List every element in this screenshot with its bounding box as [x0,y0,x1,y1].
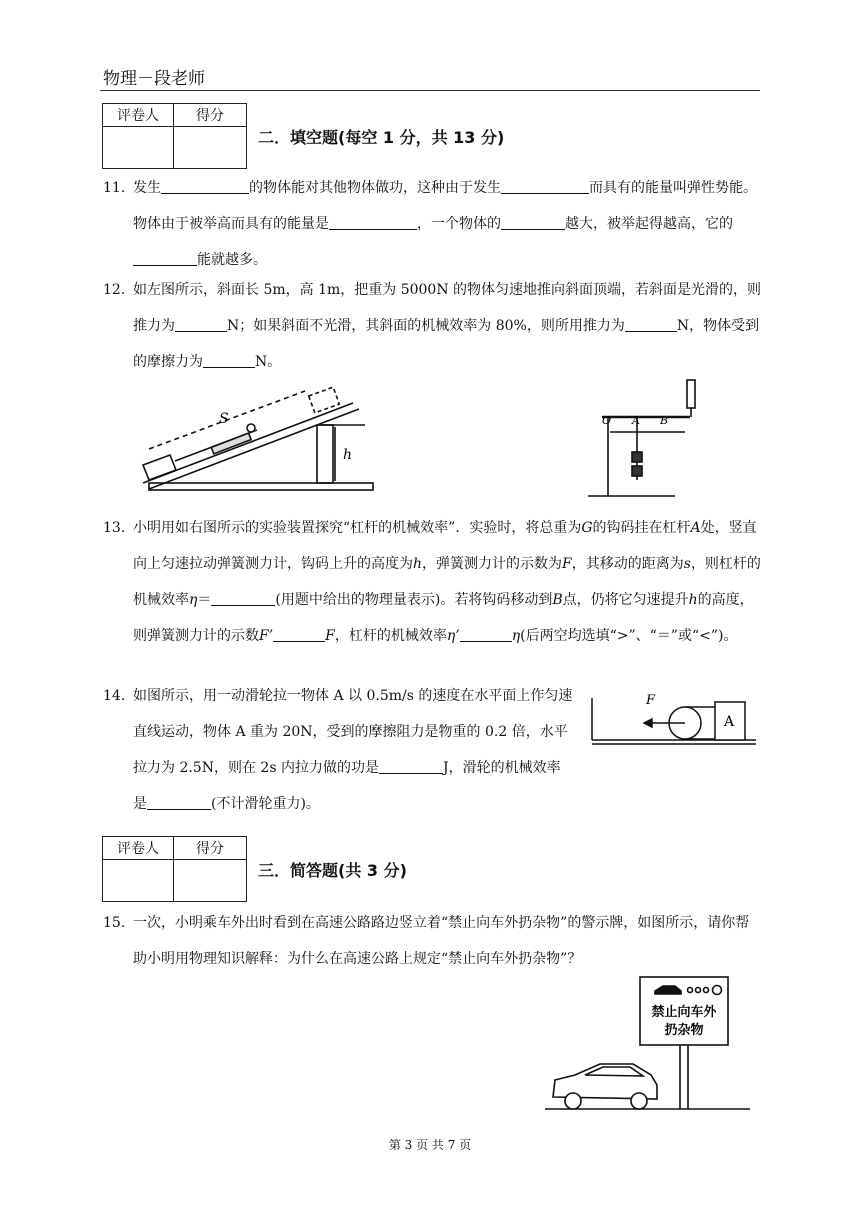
question-text: 的高度，则弹簧测力计的示数 [133,592,754,644]
question-text: 一次，小明乘车外出时看到在高速公路路边竖立着“禁止向车外扔杂物”的警示牌，如图所示，请你帮助小明用物理知识解释：为什么在高速公路上规定“禁止向车外扔杂物”？ [133,915,750,967]
section-title: 二．填空题(每空 1 分，共 13 分) [258,128,505,147]
question-text: ，一个物体的 [417,216,501,232]
question-text: ，则杠杆的机械效率 [133,556,761,608]
question-text: 处，竖直向上匀速拉动弹簧测力计，钩码上升的高度为 [133,520,757,572]
grader-cell[interactable] [103,127,174,169]
question-text: 的钩码挂在杠杆 [592,520,691,536]
question-text: 越大，被举起得越高，它的 [565,216,733,232]
symbol: F [325,628,335,644]
question-text: 如图所示，用一动滑轮拉一物体 A 以 0.5m/s 的速度在水平面上作匀速直线运动，物体 A 重为 20N，受到的摩擦阻力是物重的 0.2 倍，水平拉力为 2.5N，则在 2s 内拉力做的功是 [133,688,573,776]
symbol: G [581,520,593,536]
label-h: h [343,447,353,463]
answer-blank[interactable] [460,625,512,642]
question-text: ，其移动的距离为 [571,556,684,572]
answer-blank[interactable] [273,625,325,642]
symbol: B [552,592,563,608]
question-text: 如左图所示，斜面长 5m，高 1m，把重为 5000N 的物体匀速地推向斜面顶端，若斜面是光滑的，则推力为 [133,282,762,334]
question-12 [103,272,763,380]
grader-label: 评卷人 [103,104,174,127]
symbol: h [413,556,423,572]
symbol: η [511,628,521,644]
page-header: 物理－段老师 [103,69,205,89]
incline-support [317,425,333,483]
question-text: 发生 [133,180,161,196]
question-text: ，杠杆的机械效率 [334,628,447,644]
page-footer: 第 3 页 共 7 页 [388,1138,472,1152]
question-number: 12. [103,282,126,298]
question-text: 点，仍将它匀速提升 [562,592,689,608]
question-text: 的物体能对其他物体做功，这种由于发生 [249,180,501,196]
label-o: O [602,414,612,427]
answer-blank[interactable] [625,315,677,332]
question-text: N，物体受到的摩擦力为 [133,318,760,370]
question-text: ＝ [197,592,212,608]
label-b: B [660,414,669,427]
label-f: F [646,693,656,708]
question-14 [103,678,573,822]
question-text: J，滑轮的机械效率是 [133,760,561,812]
incline-base [149,483,373,490]
answer-blank[interactable] [161,177,249,194]
answer-blank[interactable] [133,249,197,266]
header-divider [100,90,760,91]
hook-weight [632,452,642,462]
sign-line-2: 扔杂物 [664,1023,704,1038]
question-text: N。 [255,354,282,370]
answer-blank[interactable] [501,177,589,194]
question-text: ，弹簧测力计的示数为 [422,556,563,572]
section-title: 三．简答题(共 3 分) [258,861,407,880]
score-label: 得分 [174,837,247,860]
sign-figure [545,975,755,1115]
spring-balance [687,380,695,408]
answer-blank[interactable] [211,589,275,606]
sign-line-1: 禁止向车外 [651,1005,717,1020]
symbol: A [690,520,701,536]
label-s: S [219,411,229,427]
label-a: A [632,414,640,427]
answer-blank[interactable] [175,315,227,332]
answer-blank[interactable] [147,793,211,810]
score-box [102,103,247,169]
answer-blank[interactable] [379,757,443,774]
grader-cell[interactable] [103,860,174,902]
lever-figure [580,372,705,504]
question-text: N；如果斜面不光滑，其斜面的机械效率为 80%，则所用推力为 [227,318,625,334]
grader-label: 评卷人 [103,837,174,860]
question-number: 11. [103,180,126,196]
answer-blank[interactable] [329,213,417,230]
question-11 [103,170,763,278]
question-text: (用题中给出的物理量表示)。若将钩码移动到 [275,592,553,608]
symbol: F [562,556,572,572]
incline-block [143,455,176,480]
answer-blank[interactable] [203,351,255,368]
score-cell[interactable] [174,127,247,169]
symbol: h [688,592,698,608]
question-text: (不计滑轮重力)。 [211,796,320,812]
question-text: (后两空均选填“>”、“＝”或“<”)。 [520,628,738,644]
answer-blank[interactable] [501,213,565,230]
symbol: η [189,592,198,608]
question-text: 能就越多。 [197,252,267,268]
question-text: 而具有的能量叫弹性势能。物体由于被举高而具有的能量是 [133,180,757,232]
question-number: 15. [103,915,126,931]
question-text: 小明用如右图所示的实验装置探究“杠杆的机械效率”．实验时，将总重为 [133,520,582,536]
symbol: F’ [259,628,274,644]
symbol: η’ [446,628,460,644]
score-cell[interactable] [174,860,247,902]
question-number: 14. [103,688,126,704]
symbol: s [683,556,691,572]
question-number: 13. [103,520,126,536]
label-a: A [724,714,735,730]
score-label: 得分 [174,104,247,127]
pulley-figure [588,688,758,748]
question-13 [103,510,763,654]
score-box [102,836,247,902]
incline-figure [135,385,380,500]
question-15 [103,905,763,977]
